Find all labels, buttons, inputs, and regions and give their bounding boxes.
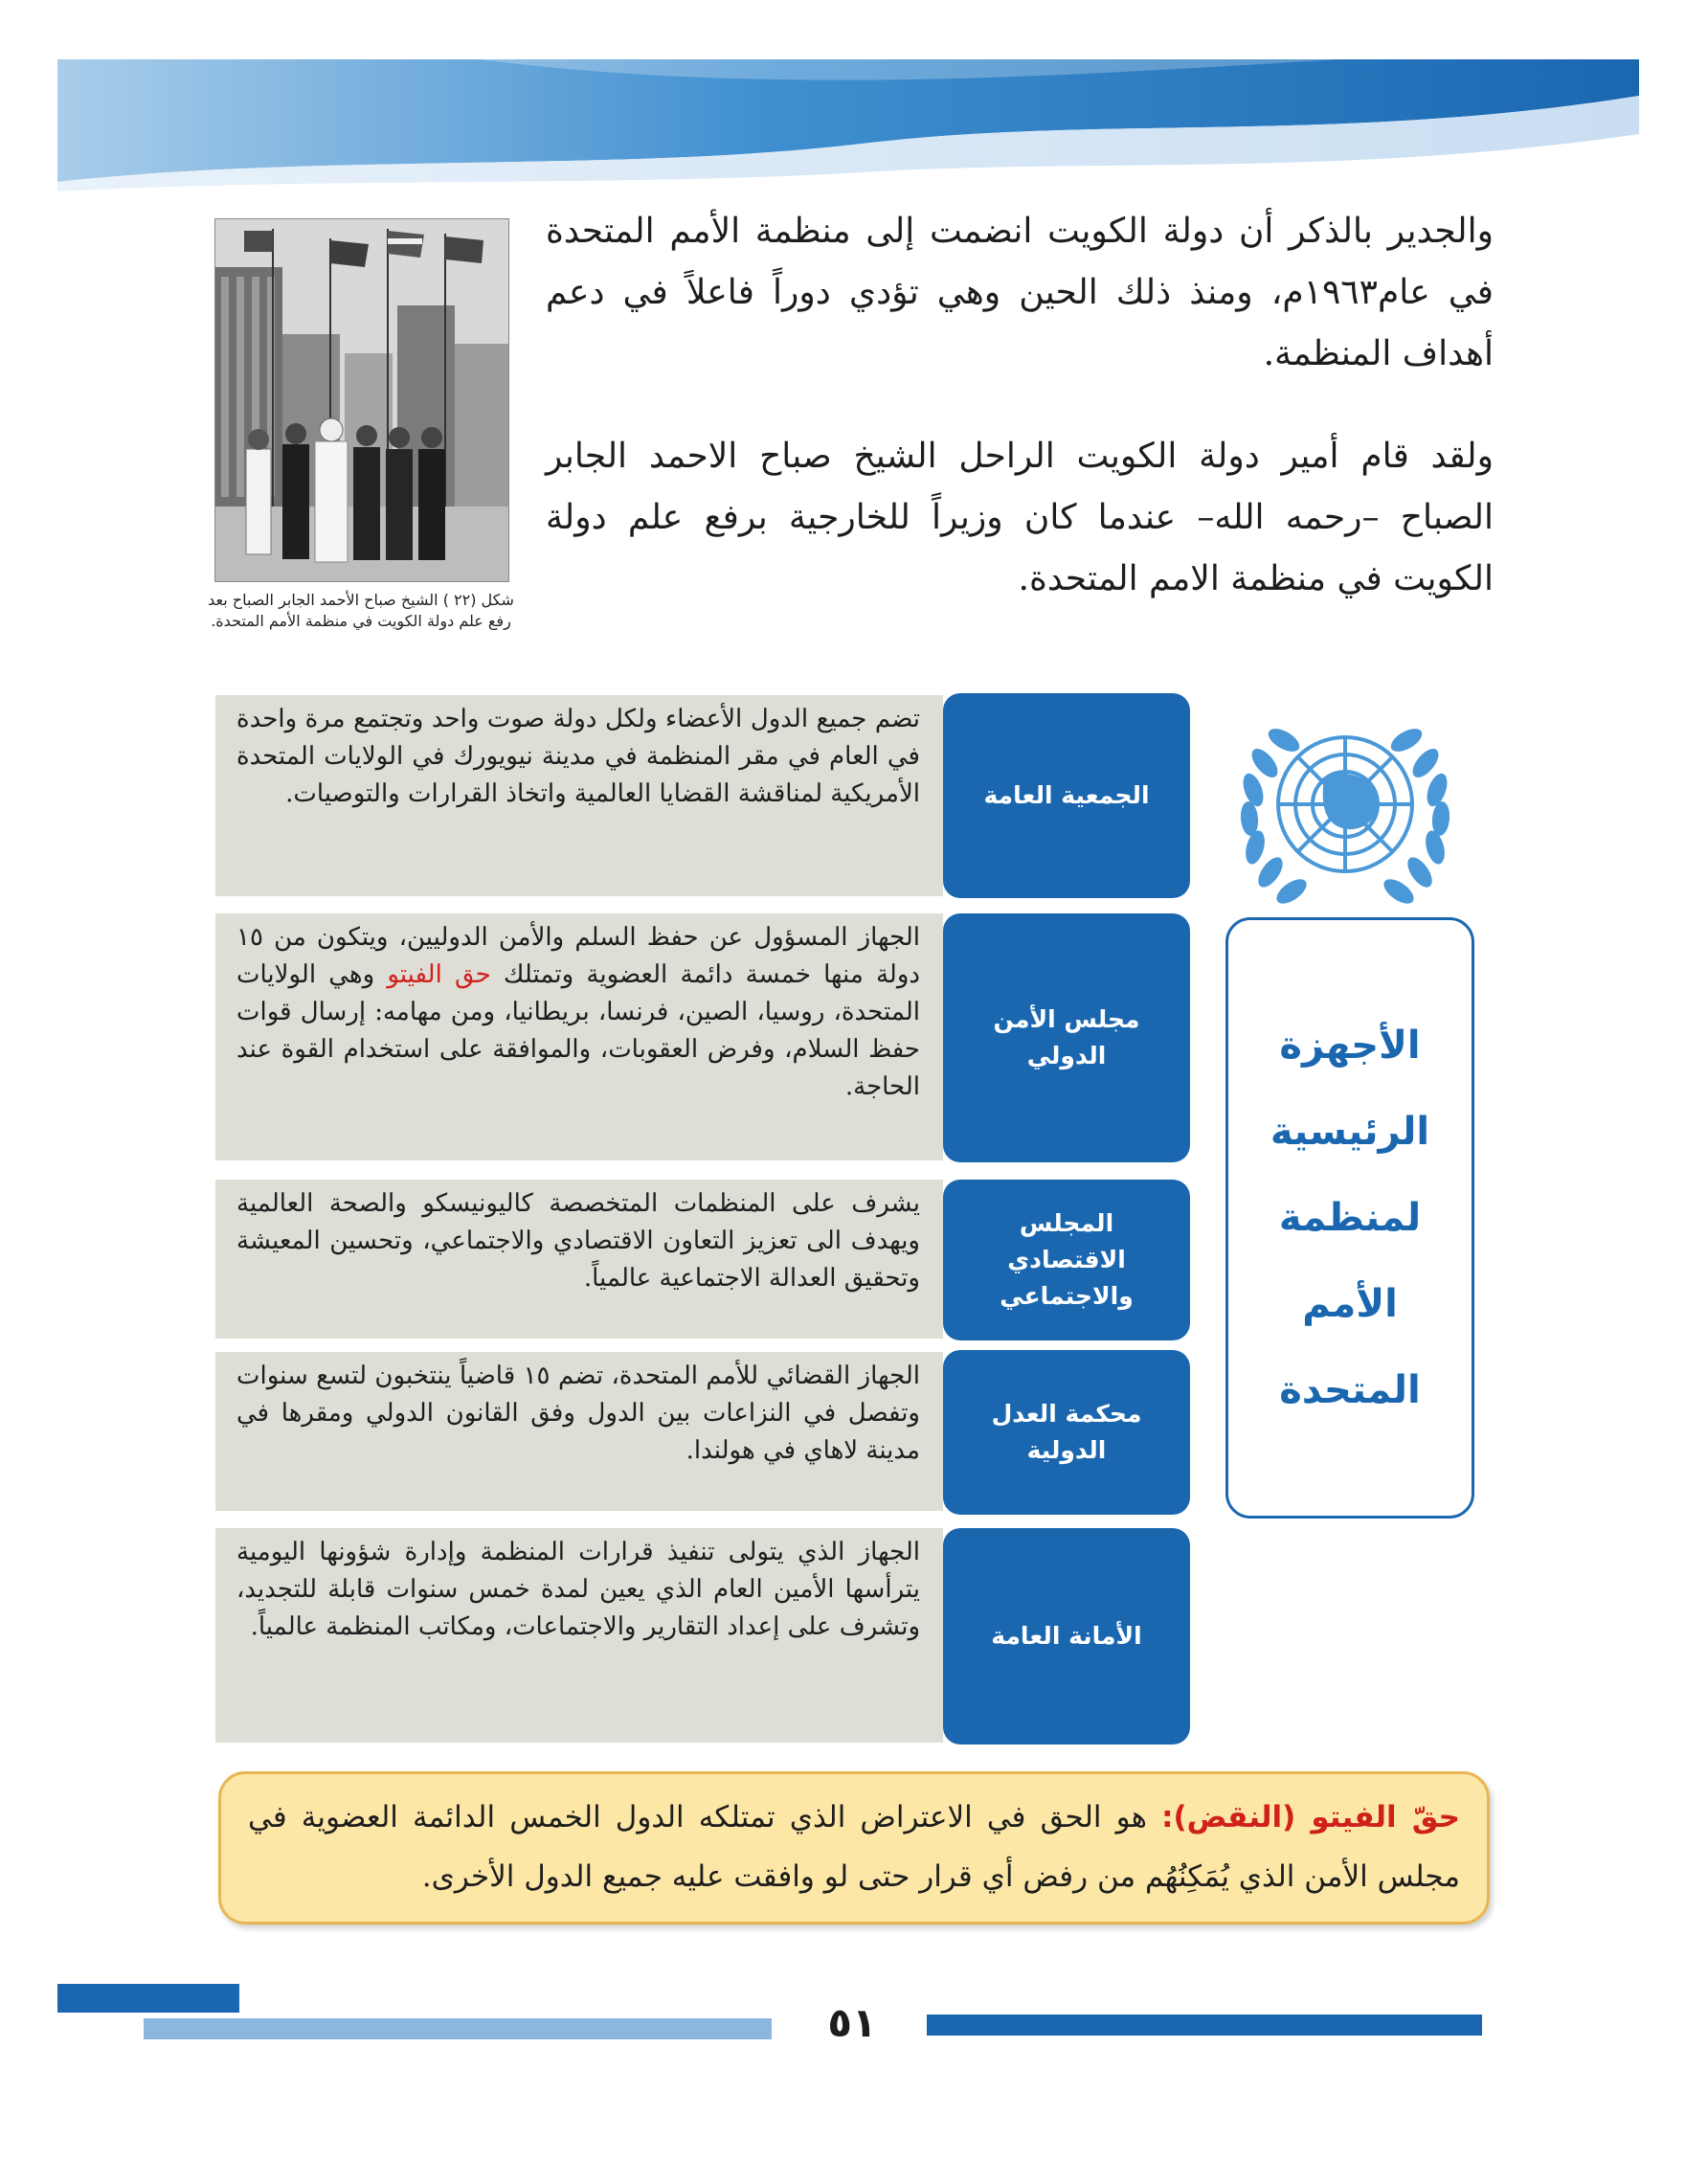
footer-left-light-bar <box>144 2018 772 2039</box>
footer-right-bar <box>927 2015 1482 2036</box>
side-title-line-5: المتحدة <box>1279 1368 1421 1412</box>
page-number: ٥١ <box>827 1999 877 2046</box>
general-assembly-description: تضم جميع الدول الأعضاء ولكل دولة صوت واحد وتجتمع مرة واحدة في العام في مقر المنظمة في مدينة نيويورك في الولايات المتحدة الأمريكية لمناقشة القضايا العالمية واتخاذ القرارات والتوصيات. <box>215 695 943 896</box>
side-title-line-3: لمنظمة <box>1278 1196 1422 1240</box>
security-council-text-before: الجهاز المسؤول عن حفظ السلم والأمن الدوليين، ويتكون من ١٥ دولة منها خمسة دائمة العضوية وتمتلك <box>236 923 920 989</box>
security-council-text-after: وهي الولايات المتحدة، روسيا، الصين، فرنسا، بريطانيا، ومن مهامه: إرسال قوات حفظ السلام، وفرض العقوبات، والموافقة على استخدام القوة عند الحاجة. <box>236 960 920 1101</box>
main-organs-title-box <box>1225 917 1474 1519</box>
security-council-description <box>215 913 943 1160</box>
intro-paragraph-2: ولقد قام أمير دولة الكويت الراحل الشيخ صباح الاحمد الجابر الصباح –رحمه الله– عندما كان وزيراً للخارجية برفع علم دولة الكويت في منظمة الامم المتحدة. <box>546 437 1494 598</box>
footer-left-dark-bar <box>57 1984 239 2013</box>
sheikh-flag-photo <box>214 218 509 582</box>
top-wave-banner <box>0 0 1708 220</box>
secretariat-label: الأمانة العامة <box>943 1528 1190 1745</box>
veto-right-highlight: حق الفيتو <box>387 960 491 989</box>
icj-label: محكمة العدل الدولية <box>943 1350 1190 1515</box>
general-assembly-label: الجمعية العامة <box>943 693 1190 898</box>
security-council-label: مجلس الأمن الدولي <box>943 913 1190 1162</box>
ecosoc-label: المجلس الاقتصادي والاجتماعي <box>943 1180 1190 1340</box>
definition-text: هو الحق في الاعتراض الذي تمتلكه الدول الخمس الدائمة العضوية في مجلس الأمن الذي يُمَكِنُهُم من رفض أي قرار حتى لو وافقت عليه جميع الدول الأخرى. <box>248 1800 1460 1894</box>
side-title-line-2: الرئيسية <box>1270 1110 1430 1154</box>
definition-term: حقّ الفيتو (النقض): <box>1161 1800 1460 1835</box>
ecosoc-description: يشرف على المنظمات المتخصصة كاليونيسكو والصحة العالمية ويهدف الى تعزيز التعاون الاقتصادي والاجتماعي، وتحسين المعيشة وتحقيق العدالة الاجتماعية عالمياً. <box>215 1180 943 1339</box>
veto-definition-box <box>218 1771 1490 1925</box>
un-emblem-icon <box>1233 697 1457 921</box>
intro-paragraph-1: والجدير بالذكر أن دولة الكويت انضمت إلى منظمة الأمم المتحدة في عام١٩٦٣م، ومنذ ذلك الحين وهي تؤدي دوراً فاعلاً في دعم أهداف المنظمة. <box>546 212 1494 373</box>
side-title-line-1: الأجهزة <box>1279 1024 1421 1068</box>
side-title-line-4: الأمم <box>1302 1282 1398 1326</box>
secretariat-description: الجهاز الذي يتولى تنفيذ قرارات المنظمة وإدارة شؤونها اليومية يترأسها الأمين العام الذي يعين لمدة خمس سنوات قابلة للتجديد، وتشرف على إعداد التقارير والاجتماعات، ومكاتب المنظمة عالمياً. <box>215 1528 943 1743</box>
icj-description: الجهاز القضائي للأمم المتحدة، تضم ١٥ قاضياً ينتخبون لتسع سنوات وتفصل في النزاعات بين الدول وفق القانون الدولي ومقرها في مدينة لاهاي في هولندا. <box>215 1352 943 1511</box>
photo-caption: شكل (٢٢ ) الشيخ صباح الأحمد الجابر الصباح بعد رفع علم دولة الكويت في منظمة الأمم المتحدة. <box>208 591 514 630</box>
